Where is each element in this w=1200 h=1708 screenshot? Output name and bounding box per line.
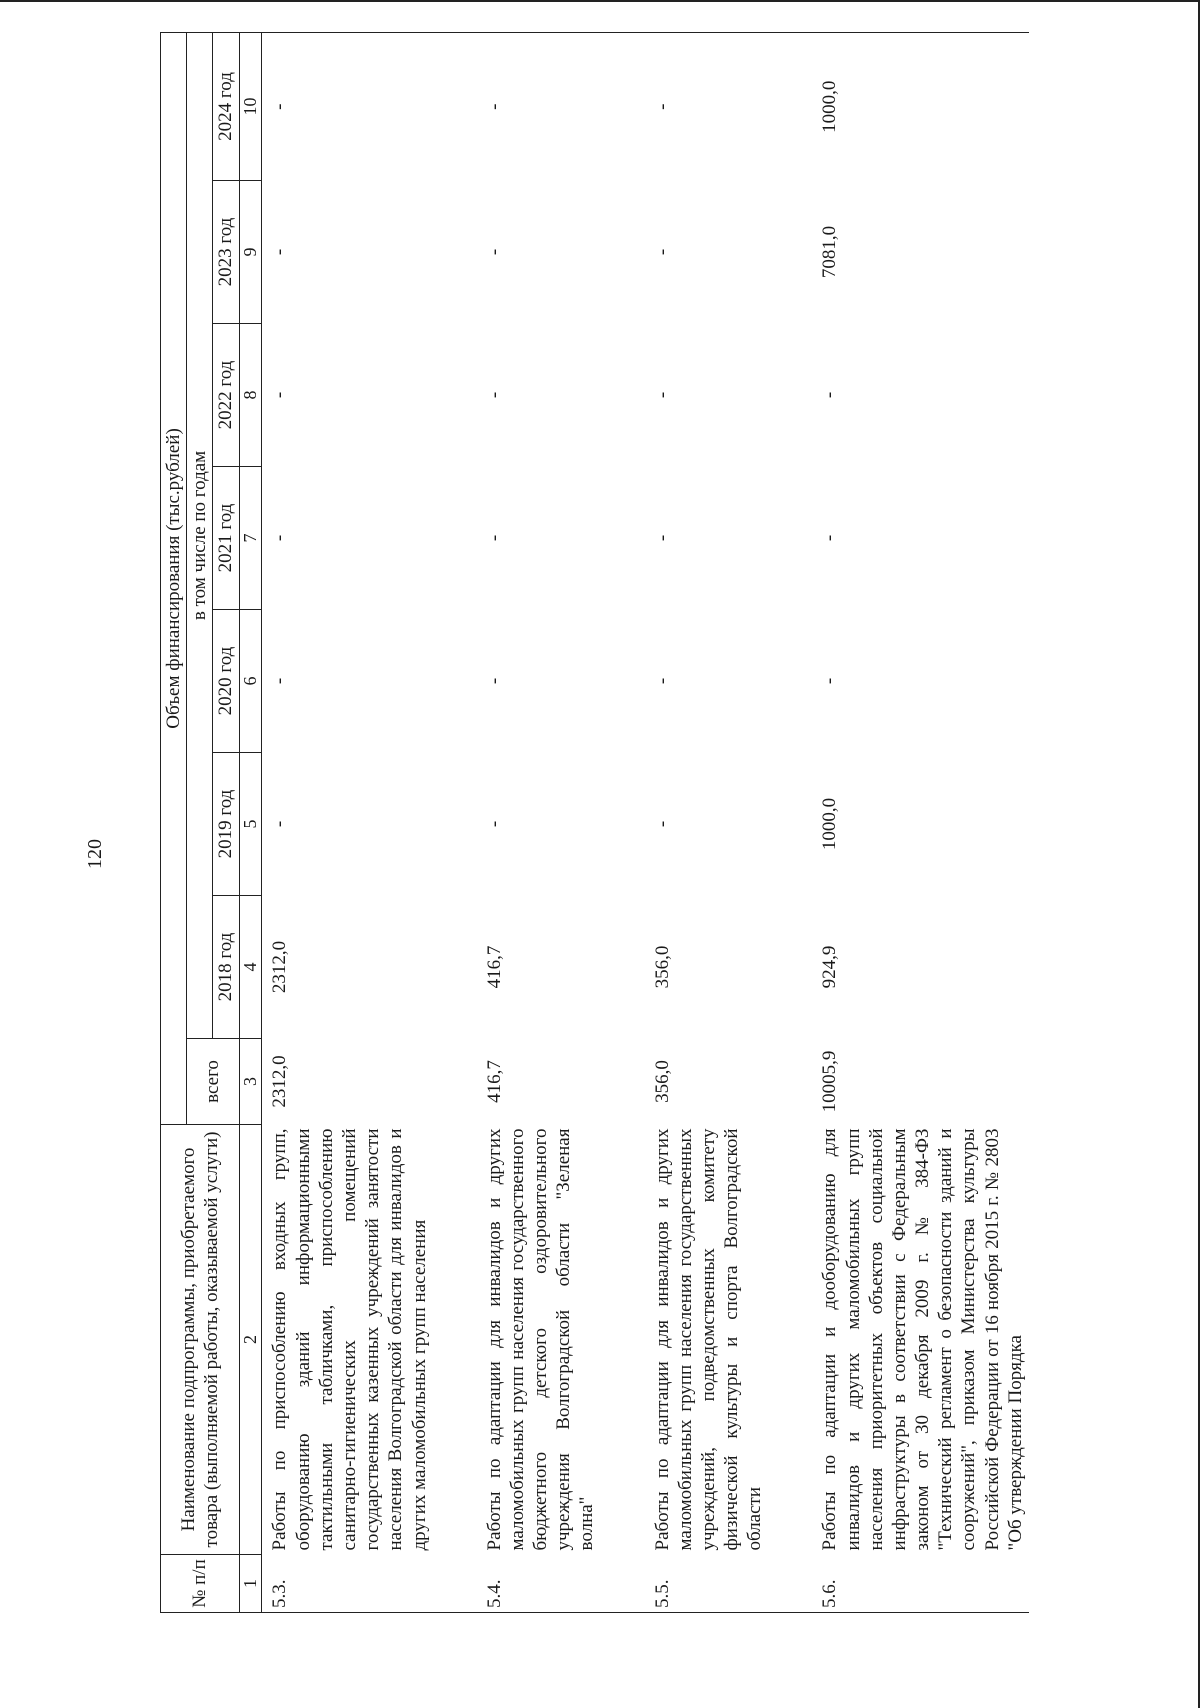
row-name: Работы по адаптации для инвалидов и других маломобильных групп населения государственных учреждений, подведомственных комитету физической культуры и спорта Волгоградской области	[651, 1128, 766, 1551]
column-index: 7	[239, 467, 262, 610]
row-year-value: -	[651, 820, 673, 828]
column-index: 3	[239, 1039, 262, 1125]
row-year-value: -	[269, 248, 291, 256]
row-number: 5.4.	[477, 1555, 645, 1613]
column-index-row	[239, 32, 262, 1612]
header-year: 2024 год	[213, 32, 239, 180]
row-total: 416,7	[483, 1060, 505, 1103]
header-col-finance: Объем финансирования (тыс.рублей)	[161, 32, 187, 1124]
table-row	[812, 32, 1029, 1612]
header-col-num: № п/п	[161, 1555, 240, 1613]
row-total: 356,0	[651, 1060, 673, 1103]
row-year-value: -	[483, 820, 505, 828]
row-year-value: 416,7	[483, 945, 505, 989]
column-index: 10	[239, 32, 262, 180]
table-row	[645, 32, 813, 1612]
row-year-value: 356,0	[651, 945, 673, 989]
row-year-value: -	[483, 391, 505, 399]
row-year-value: -	[483, 248, 505, 256]
column-index: 6	[239, 610, 262, 753]
row-year-value: -	[269, 820, 291, 828]
column-index: 8	[239, 324, 262, 467]
row-number: 5.6.	[812, 1555, 1029, 1613]
page-number: 120	[84, 839, 106, 869]
row-year-value: -	[262, 32, 477, 180]
row-year-value: -	[269, 677, 291, 685]
column-index: 9	[239, 181, 262, 324]
header-col-name: Наименование подпрограммы, приобретаемого товара (выполняемой работы, оказываемой услуги)	[161, 1125, 240, 1555]
row-year-value: -	[651, 248, 673, 256]
header-col-by-years: в том числе по годам	[187, 32, 213, 1038]
table-row	[262, 32, 477, 1612]
header-year: 2020 год	[213, 610, 239, 753]
row-year-value: -	[819, 534, 841, 542]
row-name: Работы по адаптации для инвалидов и других маломобильных групп населения государственного бюджетного детского оздоровительного учреждения Волгоградской области "Зеленая волна"	[483, 1128, 598, 1551]
header-year: 2019 год	[213, 753, 239, 896]
row-number: 5.5.	[645, 1555, 813, 1613]
financing-table	[160, 32, 1029, 1613]
row-year-value: -	[651, 534, 673, 542]
row-year-value: 1000,0	[812, 32, 1029, 180]
row-year-value: -	[819, 391, 841, 399]
row-year-value: -	[651, 391, 673, 399]
row-year-value: -	[819, 677, 841, 685]
row-year-value: 2312,0	[269, 940, 291, 994]
row-name: Работы по приспособлению входных групп, оборудованию зданий информационными тактильными табличками, приспособлению санитарно-гигиенических помещений государственных казенных учреждений занятости населения Волгоградской области для инвалидов и других маломобильных групп населения	[269, 1128, 430, 1551]
row-year-value: -	[269, 391, 291, 399]
column-index: 2	[239, 1125, 262, 1555]
column-index: 5	[239, 753, 262, 896]
row-year-value: 924,9	[819, 945, 841, 989]
header-col-total: всего	[187, 1039, 239, 1125]
header-year: 2021 год	[213, 467, 239, 610]
header-year: 2022 год	[213, 324, 239, 467]
row-year-value: -	[645, 32, 813, 180]
row-year-value: 1000,0	[819, 797, 841, 851]
header-year: 2018 год	[213, 896, 239, 1039]
row-number: 5.3.	[262, 1555, 477, 1613]
row-total: 10005,9	[819, 1050, 841, 1113]
header-year: 2023 год	[213, 181, 239, 324]
row-year-value: -	[483, 534, 505, 542]
row-year-value: -	[477, 32, 645, 180]
row-total: 2312,0	[269, 1055, 291, 1108]
row-year-value: 7081,0	[819, 225, 841, 279]
row-name: Работы по адаптации и дооборудованию для инвалидов и других маломобильных групп населения приоритетных объектов социальной инфраструктуры в соответствии с Федеральным законом от 30 декабря 2009 г. № 384-ФЗ "Технический регламент о безопасности зданий и сооружений", приказом Министерства культуры Российской Федерации от 16 ноября 2015 г. № 2803 "Об утверждении Порядка	[819, 1128, 1026, 1551]
row-year-value: -	[269, 534, 291, 542]
column-index: 4	[239, 896, 262, 1039]
row-year-value: -	[483, 677, 505, 685]
table-row	[477, 32, 645, 1612]
column-index: 1	[239, 1555, 262, 1613]
row-year-value: -	[651, 677, 673, 685]
